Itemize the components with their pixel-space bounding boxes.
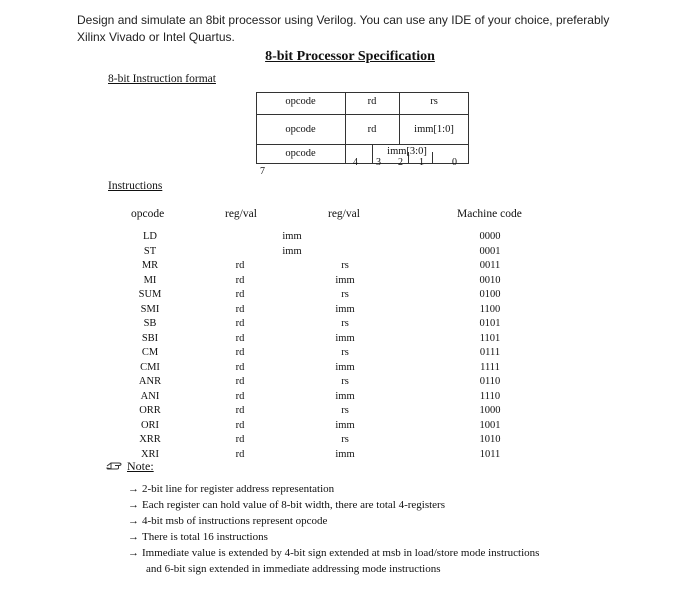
opcode-cell: LD — [143, 231, 157, 242]
reg-cell: rd — [235, 390, 245, 402]
note-item — [128, 515, 327, 527]
instruction-format-diagram — [256, 92, 469, 177]
operand-cell: imm — [335, 390, 355, 402]
operand-cell: imm — [335, 274, 355, 286]
col-header-regval-1: reg/val — [225, 208, 257, 220]
opcode-cell: CMI — [140, 361, 160, 373]
intro-line-2: Xilinx Vivado or Intel Quartus. — [77, 30, 235, 44]
reg-cell: rd — [235, 318, 245, 329]
machine-code-cell: 1100 — [479, 303, 501, 315]
reg-cell: rd — [235, 289, 245, 300]
arrow-icon: → — [128, 483, 139, 495]
bit-1: 1 — [419, 157, 424, 168]
machine-code-cell: 0100 — [479, 289, 501, 300]
col-header-opcode: opcode — [131, 208, 165, 220]
note-item-text: Immediate value is extended by 4-bit sign extended at msb in load/store mode instructions — [142, 547, 540, 559]
note-item — [128, 531, 268, 543]
note-item-text: 4-bit msb of instructions represent opcode — [142, 515, 328, 527]
bit-0: 0 — [452, 157, 457, 168]
note-item-text: 2-bit line for register address representation — [142, 483, 335, 495]
operand-cell: rs — [341, 260, 349, 271]
format-heading: 8-bit Instruction format — [108, 73, 216, 85]
machine-code-cell: 1001 — [479, 419, 501, 431]
operand-cell: rs — [341, 347, 349, 358]
reg-cell: rd — [235, 332, 245, 344]
opcode-cell: ST — [143, 245, 157, 257]
opcode-cell: CM — [141, 347, 159, 358]
operand-cell: rs — [341, 405, 349, 416]
opcode-cell: SMI — [140, 303, 160, 315]
reg-cell: rd — [235, 376, 245, 387]
reg-cell: rd — [235, 274, 245, 286]
note-item — [128, 483, 334, 495]
machine-code-cell: 0101 — [479, 318, 501, 329]
note-item — [128, 547, 539, 559]
opcode-cell: MR — [141, 260, 159, 271]
note-header — [106, 459, 154, 474]
intro-line-1: Design and simulate an 8bit processor using Verilog. You can use any IDE of your choice, preferably — [77, 13, 610, 27]
format-row2-rd: rd — [367, 124, 377, 135]
operand-cell: imm — [335, 448, 355, 460]
note-item-text: There is total 16 instructions — [142, 531, 268, 543]
operand-cell: imm — [335, 332, 355, 344]
reg-cell: rd — [235, 434, 245, 445]
machine-code-cell: 0000 — [479, 231, 501, 242]
machine-code-cell: 1010 — [479, 434, 501, 445]
opcode-cell: ANI — [140, 390, 160, 402]
opcode-cell: SBI — [141, 332, 159, 344]
machine-code-cell: 0011 — [479, 260, 501, 271]
arrow-icon: → — [128, 515, 139, 527]
reg-cell: rd — [235, 448, 245, 460]
format-divider-1 — [256, 114, 469, 115]
operand-cell: imm — [335, 419, 355, 431]
machine-code-cell: 1101 — [479, 332, 501, 344]
opcode-cell: XRR — [139, 434, 161, 445]
arrow-icon: → — [128, 499, 139, 511]
operand-cell: rs — [341, 434, 349, 445]
format-divider-2 — [256, 144, 469, 145]
note-item — [128, 499, 445, 511]
arrow-icon: → — [128, 531, 139, 543]
opcode-cell: XRI — [140, 448, 160, 460]
machine-code-cell: 0010 — [479, 274, 501, 286]
format-row2-imm: imm[1:0] — [414, 124, 454, 135]
arrow-icon: → — [128, 547, 139, 559]
opcode-cell: ANR — [138, 376, 162, 387]
machine-code-cell: 1000 — [479, 405, 501, 416]
machine-code-cell: 0111 — [479, 347, 501, 358]
opcode-cell: ORR — [139, 405, 161, 416]
operand-cell: imm — [335, 303, 355, 315]
machine-code-cell: 1111 — [480, 361, 500, 373]
opcode-cell: SB — [143, 318, 157, 329]
imm-cell: imm — [282, 231, 302, 242]
opcode-cell: ORI — [140, 419, 160, 431]
reg-cell: rd — [235, 347, 245, 358]
machine-code-cell: 1011 — [479, 448, 501, 460]
imm-cell: imm — [282, 245, 302, 257]
opcode-cell: MI — [143, 274, 157, 286]
bit-3: 3 — [376, 157, 381, 168]
reg-cell: rd — [235, 260, 245, 271]
machine-code-cell: 1110 — [479, 390, 501, 402]
col-header-regval-2: reg/val — [328, 208, 360, 220]
pointing-hand-icon — [106, 459, 124, 471]
col-header-machine-code: Machine code — [457, 208, 522, 220]
spec-title: 8-bit Processor Specification — [265, 49, 435, 64]
machine-code-cell: 0110 — [479, 376, 501, 387]
operand-cell: imm — [335, 361, 355, 373]
operand-cell: rs — [341, 318, 349, 329]
reg-cell: rd — [235, 361, 245, 373]
format-row1-rs: rs — [430, 96, 438, 107]
bit-7: 7 — [260, 166, 265, 177]
format-row2-opcode: opcode — [285, 124, 316, 135]
opcode-cell: SUM — [138, 289, 162, 300]
operand-cell: rs — [341, 376, 349, 387]
reg-cell: rd — [235, 303, 245, 315]
bit-2: 2 — [398, 157, 403, 168]
format-row1-rd: rd — [367, 96, 377, 107]
machine-code-cell: 0001 — [479, 245, 501, 257]
reg-cell: rd — [235, 405, 245, 416]
reg-cell: rd — [235, 419, 245, 431]
note-heading: Note: — [127, 459, 154, 473]
format-row3-opcode: opcode — [285, 148, 316, 159]
note-item-continuation: and 6-bit sign extended in immediate addressing mode instructions — [146, 563, 441, 575]
format-row3-imm: imm[3:0] — [387, 146, 427, 157]
note-item-text: Each register can hold value of 8-bit width, there are total 4-registers — [142, 499, 445, 511]
bit-4: 4 — [353, 157, 358, 168]
format-row1-opcode: opcode — [285, 96, 316, 107]
operand-cell: rs — [341, 289, 349, 300]
instructions-heading: Instructions — [108, 180, 163, 192]
